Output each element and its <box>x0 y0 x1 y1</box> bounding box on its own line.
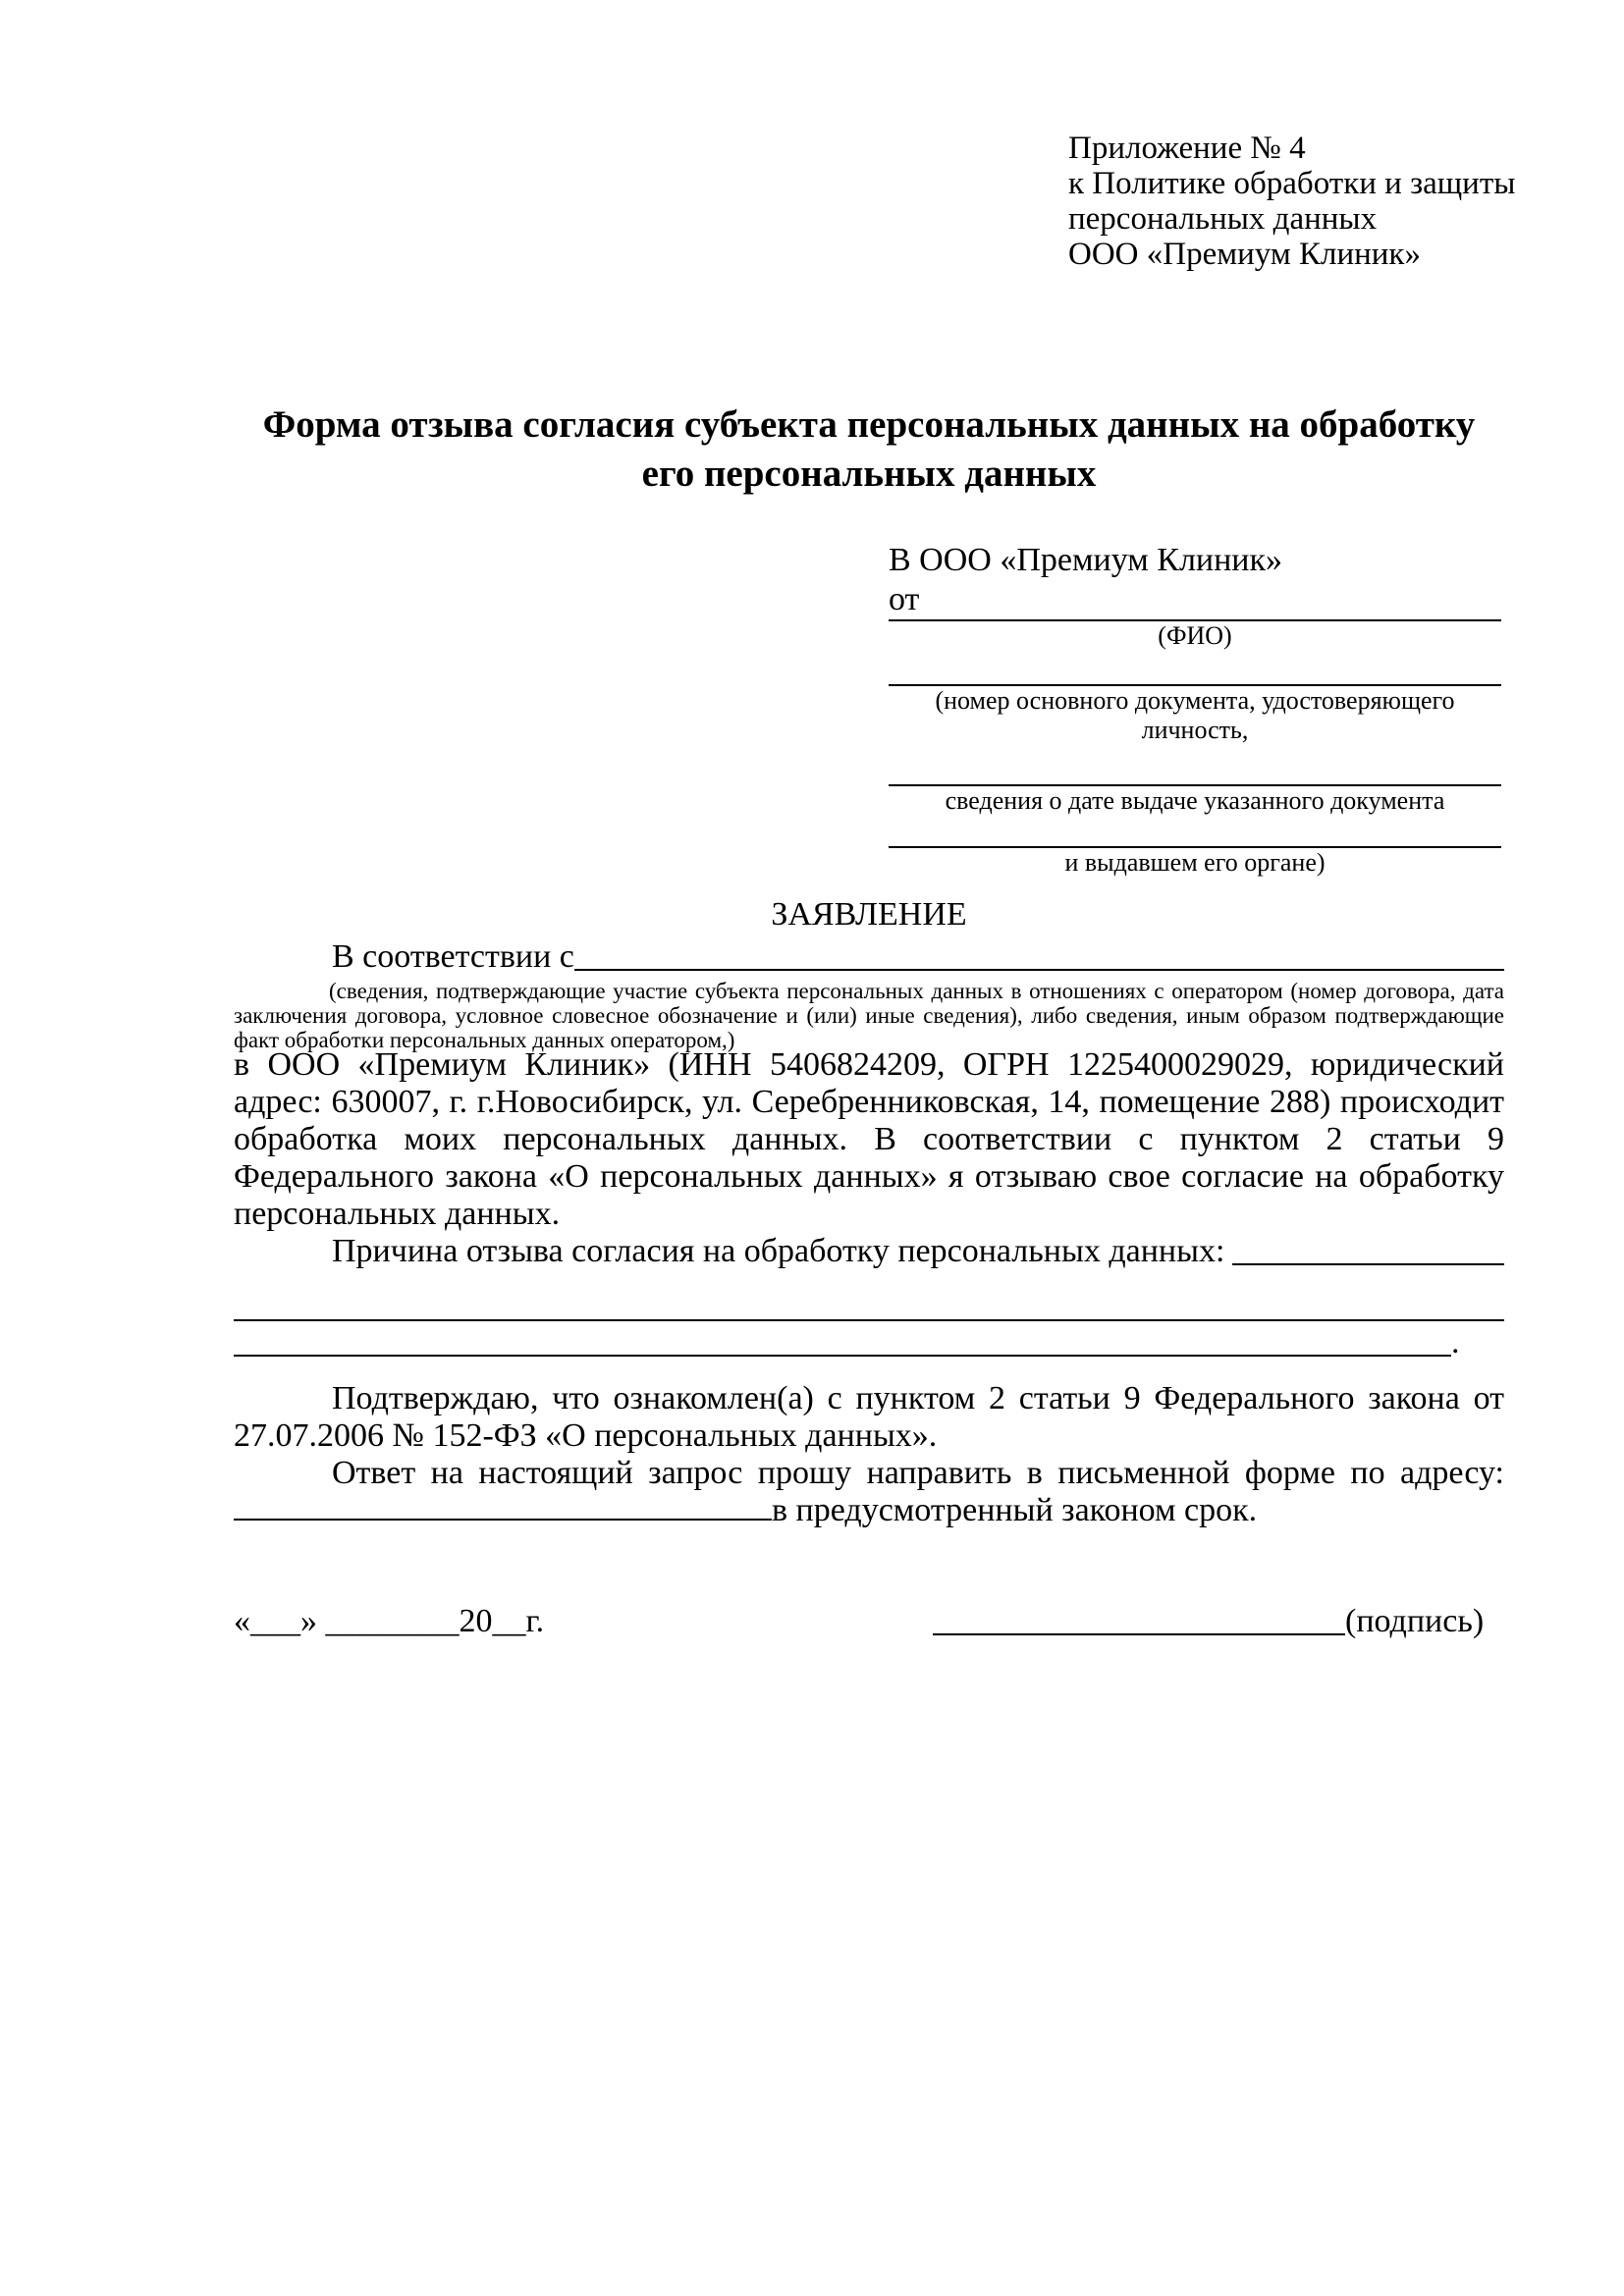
appendix-line: к Политике обработки и защиты <box>1068 166 1516 201</box>
confirm-paragraph: Подтверждаю, что ознакомлен(а) с пунктом 2 статьи 9 Федерального закона от 27.07.2006 № 152-ФЗ «О персональных данных». <box>234 1380 1504 1454</box>
addressee-to: В ООО «Премиум Клиник» <box>889 542 1283 578</box>
spacer <box>234 1270 1504 1290</box>
statement-main <box>234 1046 1504 1529</box>
addressee-block <box>889 541 1501 878</box>
issuing-authority-field <box>889 846 1501 878</box>
reply-lead: Ответ на настоящий запрос прошу направить в письменной форме по адресу: <box>332 1455 1504 1491</box>
appendix-line: Приложение № 4 <box>1068 131 1306 166</box>
reason-lead: Причина отзыва согласия на обработку персональных данных: <box>332 1233 1225 1269</box>
appendix-header <box>1068 131 1515 272</box>
statement-body: в ООО «Премиум Клиник» (ИНН 5406824209, ОГРН 1225400029029, юридический адрес: 630007, г. г.Новосибирск, ул. Серебренниковская, 14, помещение 288) происходит обработка моих персональных данных. В соответствии с пунктом 2 статьи 9 Федерального закона «О персональных данных» я отзываю свое согласие на обработку персональных данных. <box>234 1046 1504 1232</box>
issuing-authority-caption: и выдавшем его органе) <box>1064 848 1326 877</box>
reason-extra-row-1 <box>234 1290 1504 1325</box>
signature-input-line[interactable] <box>933 1633 1345 1635</box>
reason-input-line[interactable] <box>1232 1233 1504 1265</box>
reason-extra-row-2 <box>234 1325 1504 1361</box>
basis-input-line[interactable] <box>574 938 1504 971</box>
reply-paragraph <box>234 1455 1504 1529</box>
date-blank-field[interactable]: «___» ________20__г. <box>234 1603 545 1639</box>
intro-lead: В соответствии с <box>332 938 574 975</box>
signature-caption: (подпись) <box>1345 1603 1485 1639</box>
address-input-line[interactable] <box>234 1493 772 1521</box>
reason-extra-line-1[interactable] <box>234 1319 1504 1321</box>
fio-caption: (ФИО) <box>1158 621 1232 650</box>
reason-end-period: . <box>1451 1324 1460 1361</box>
signature-row <box>933 1602 1504 1641</box>
fio-field <box>889 619 1501 651</box>
document-number-caption: (номер основного документа, удостоверяющего личность, <box>935 686 1455 744</box>
fine-print: (сведения, подтверждающие участие субъекта персональных данных в отношениях с оператором (номер договора, дата заключения договора, условное словесное обозначение и (или) иные сведения), либо сведения, иным образом подтверждающие факт обработки персональных данных оператором,) <box>234 979 1504 1052</box>
reply-tail: в предусмотренный законом срок. <box>772 1492 1258 1528</box>
issue-date-caption: сведения о дате выдаче указанного документа <box>945 786 1445 815</box>
reason-extra-line-2[interactable] <box>234 1355 1451 1357</box>
addressee-from-label: от <box>889 581 920 617</box>
appendix-line: персональных данных <box>1068 201 1378 237</box>
issue-date-field <box>889 784 1501 816</box>
intro-row <box>234 938 1504 976</box>
statement-heading: ЗАЯВЛЕНИЕ <box>771 896 967 933</box>
appendix-line: ООО «Премиум Клиник» <box>1068 237 1421 272</box>
document-number-field <box>889 684 1501 745</box>
document-title: Форма отзыва согласия субъекта персональных данных на обработку его персональных данных <box>262 403 1476 495</box>
reason-row <box>234 1233 1504 1270</box>
